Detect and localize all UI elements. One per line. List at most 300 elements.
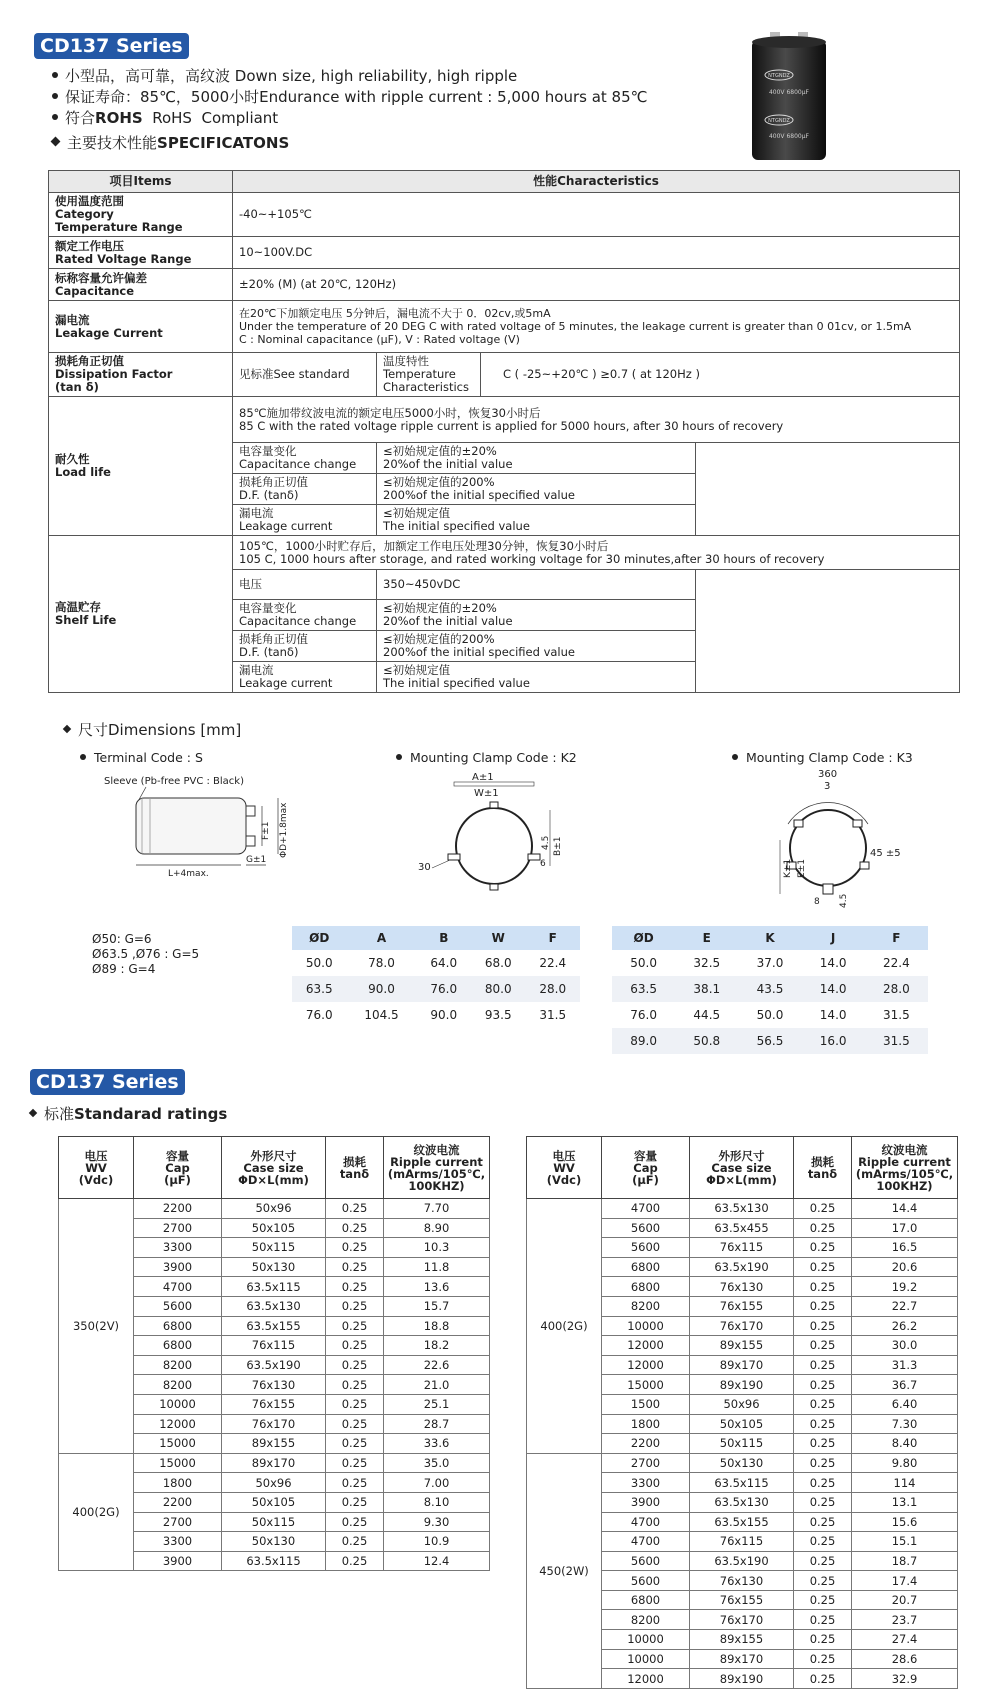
rating-case-cell: 89x155 xyxy=(690,1336,794,1356)
capacitor-label-bottom: 400V 6800μF xyxy=(768,133,810,140)
ratings-table-left xyxy=(58,1136,490,1571)
bullet-dot-icon xyxy=(52,93,58,99)
rating-cap-cell: 10000 xyxy=(134,1394,222,1414)
rating-case-cell: 76x155 xyxy=(690,1296,794,1316)
rating-ripple-cell: 28.7 xyxy=(384,1414,490,1434)
rating-ripple-cell: 33.6 xyxy=(384,1434,490,1454)
rating-case-cell: 63.5x130 xyxy=(222,1296,326,1316)
rating-tan-cell: 0.25 xyxy=(326,1532,384,1552)
load-life-value: ≤初始规定值的200% 200%of the initial specified value xyxy=(377,474,696,505)
dim-header: F xyxy=(525,926,580,950)
rating-ripple-cell: 17.4 xyxy=(852,1571,958,1591)
diamond-bullet-icon xyxy=(29,1108,37,1116)
rating-tan-cell: 0.25 xyxy=(326,1336,384,1356)
rating-ripple-cell: 7.70 xyxy=(384,1199,490,1219)
rating-case-cell: 63.5x190 xyxy=(690,1551,794,1571)
rating-tan-cell: 0.25 xyxy=(794,1199,852,1219)
rating-ripple-cell: 23.7 xyxy=(852,1610,958,1630)
rating-case-cell: 76x155 xyxy=(690,1590,794,1610)
value-df-temp: C ( -25~+20℃ ) ≥0.7 ( at 120Hz ) xyxy=(481,353,960,397)
rating-cap-cell: 2700 xyxy=(602,1453,690,1473)
rating-tan-cell: 0.25 xyxy=(326,1355,384,1375)
rating-cap-cell: 1800 xyxy=(602,1414,690,1434)
rating-row xyxy=(59,1453,490,1473)
item-dissipation: 损耗角正切值 Dissipation Factor (tan δ) xyxy=(49,353,233,397)
rating-case-cell: 76x130 xyxy=(690,1277,794,1297)
feature-bullet-2 xyxy=(52,87,648,107)
bullet-dot-icon xyxy=(732,754,738,760)
clamp-k2-drawing xyxy=(410,770,580,910)
value-capacitance: ±20% (M) (at 20℃, 120Hz) xyxy=(233,269,960,301)
rating-cap-cell: 10000 xyxy=(602,1630,690,1650)
header-ripple: 纹波电流 Ripple current (mArms/105℃, 100KHZ) xyxy=(852,1137,958,1199)
rating-case-cell: 63.5x115 xyxy=(222,1551,326,1571)
feature-bullet-3 xyxy=(52,108,278,128)
bullet-dot-icon xyxy=(396,754,402,760)
rating-ripple-cell: 22.7 xyxy=(852,1296,958,1316)
rating-cap-cell: 15000 xyxy=(134,1453,222,1473)
rating-tan-cell: 0.25 xyxy=(794,1355,852,1375)
rating-ripple-cell: 114 xyxy=(852,1473,958,1493)
rating-cap-cell: 6800 xyxy=(134,1316,222,1336)
rating-cap-cell: 5600 xyxy=(602,1238,690,1258)
rating-case-cell: 76x170 xyxy=(222,1414,326,1434)
item-load-life: 耐久性 Load life xyxy=(49,397,233,536)
header-wv: 电压 WV (Vdc) xyxy=(527,1137,602,1199)
rating-cap-cell: 4700 xyxy=(602,1532,690,1552)
rating-case-cell: 50x130 xyxy=(690,1453,794,1473)
rating-case-cell: 63.5x190 xyxy=(222,1355,326,1375)
feature-text: 小型品，高可靠，高纹波 Down size, high reliability, high ripple xyxy=(65,67,518,85)
rating-ripple-cell: 30.0 xyxy=(852,1336,958,1356)
load-life-desc: 85℃施加带纹波电流的额定电压5000小时，恢复30小时后 85 C with the rated voltage ripple current is applied for 5000 hours, after 30 hours of recovery xyxy=(233,397,960,443)
value-df-standard: 见标准See standard xyxy=(233,353,377,397)
rating-tan-cell: 0.25 xyxy=(326,1296,384,1316)
clamp-k2-label: Mounting Clamp Code : K2 xyxy=(396,750,577,765)
capacitor-brand: NTGNDZ xyxy=(768,73,790,79)
rating-tan-cell: 0.25 xyxy=(326,1375,384,1395)
dim-row: 76.0 44.5 50.0 14.0 31.5 xyxy=(630,1008,910,1022)
bullet-dot-icon xyxy=(80,754,86,760)
rating-row xyxy=(59,1199,490,1219)
shelf-life-value: ≤初始规定值 The initial specified value xyxy=(377,662,696,693)
header-ripple: 纹波电流 Ripple current (mArms/105℃, 100KHZ) xyxy=(384,1137,490,1199)
value-df-temp-label: 温度特性 Temperature Characteristics xyxy=(377,353,481,397)
rating-tan-cell: 0.25 xyxy=(794,1551,852,1571)
rating-tan-cell: 0.25 xyxy=(794,1532,852,1552)
rating-ripple-cell: 10.3 xyxy=(384,1238,490,1258)
rating-ripple-cell: 16.5 xyxy=(852,1238,958,1258)
rating-case-cell: 76x170 xyxy=(690,1316,794,1336)
rating-tan-cell: 0.25 xyxy=(794,1610,852,1630)
item-voltage: 额定工作电压 Rated Voltage Range xyxy=(49,237,233,269)
rating-ripple-cell: 13.1 xyxy=(852,1492,958,1512)
load-life-item: 损耗角正切值 D.F. (tanδ) xyxy=(233,474,377,505)
rating-tan-cell: 0.25 xyxy=(794,1336,852,1356)
rating-cap-cell: 12000 xyxy=(134,1414,222,1434)
bullet-dot-icon xyxy=(52,114,58,120)
k3-k-label: K±1 xyxy=(783,858,793,878)
dim-row: 50.0 32.5 37.0 14.0 22.4 xyxy=(630,956,910,970)
rating-case-cell: 89x190 xyxy=(690,1669,794,1689)
item-shelf-life: 高温贮存 Shelf Life xyxy=(49,536,233,693)
rating-cap-cell: 10000 xyxy=(602,1316,690,1336)
rating-case-cell: 76x115 xyxy=(222,1336,326,1356)
shelf-life-item: 损耗角正切值 D.F. (tanδ) xyxy=(233,631,377,662)
rating-ripple-cell: 18.2 xyxy=(384,1336,490,1356)
dimensions-heading: 尺寸Dimensions [mm] xyxy=(64,719,241,740)
rating-tan-cell: 0.25 xyxy=(326,1473,384,1493)
rating-tan-cell: 0.25 xyxy=(794,1414,852,1434)
rating-tan-cell: 0.25 xyxy=(794,1473,852,1493)
k3-45-label: 4.5 xyxy=(839,893,849,908)
rating-cap-cell: 3900 xyxy=(602,1492,690,1512)
rating-tan-cell: 0.25 xyxy=(326,1238,384,1258)
k2-a-label: A±1 xyxy=(472,772,494,783)
dim-row: 50.0 78.0 64.0 68.0 22.4 xyxy=(305,956,567,970)
rating-case-cell: 63.5x155 xyxy=(222,1316,326,1336)
feature-text: 保证寿命：85℃，5000小时Endurance with ripple current : 5,000 hours at 85℃ xyxy=(65,88,648,106)
rating-tan-cell: 0.25 xyxy=(326,1551,384,1571)
rating-tan-cell: 0.25 xyxy=(794,1649,852,1669)
rating-cap-cell: 15000 xyxy=(134,1434,222,1454)
rating-cap-cell: 6800 xyxy=(602,1590,690,1610)
rating-case-cell: 63.5x155 xyxy=(690,1512,794,1532)
sleeve-label: Sleeve (Pb-free PVC : Black) xyxy=(104,776,244,787)
rating-cap-cell: 5600 xyxy=(134,1296,222,1316)
rating-cap-cell: 3300 xyxy=(134,1238,222,1258)
rating-cap-cell: 4700 xyxy=(134,1277,222,1297)
rating-case-cell: 63.5x130 xyxy=(690,1492,794,1512)
rating-tan-cell: 0.25 xyxy=(326,1277,384,1297)
rating-case-cell: 76x170 xyxy=(690,1610,794,1630)
rating-wv-cell: 350(2V) xyxy=(59,1199,134,1454)
rating-cap-cell: 1500 xyxy=(602,1394,690,1414)
k2-w-label: W±1 xyxy=(474,788,499,799)
rating-ripple-cell: 21.0 xyxy=(384,1375,490,1395)
dim-header: W xyxy=(471,926,525,950)
capacitor-brand-2: NTGNDZ xyxy=(768,118,790,124)
rating-cap-cell: 4700 xyxy=(602,1512,690,1532)
ratings-series-badge: CD137 Series xyxy=(30,1069,185,1095)
rating-cap-cell: 6800 xyxy=(134,1336,222,1356)
load-life-value: ≤初始规定值的±20% 20%of the initial value xyxy=(377,443,696,474)
header-tan: 损耗 tanδ xyxy=(326,1137,384,1199)
shelf-life-value: ≤初始规定值的±20% 20%of the initial value xyxy=(377,600,696,631)
rating-cap-cell: 12000 xyxy=(602,1355,690,1375)
dim-row: 76.0 104.5 90.0 93.5 31.5 xyxy=(305,1008,567,1022)
rating-ripple-cell: 36.7 xyxy=(852,1375,958,1395)
ratings-table-right xyxy=(526,1136,958,1689)
rating-cap-cell: 10000 xyxy=(602,1649,690,1669)
header-tan: 损耗 tanδ xyxy=(794,1137,852,1199)
k2-b-label: B±1 xyxy=(553,836,563,856)
dim-row: 63.5 38.1 43.5 14.0 28.0 xyxy=(612,976,928,1002)
rating-tan-cell: 0.25 xyxy=(794,1590,852,1610)
rating-case-cell: 76x155 xyxy=(222,1394,326,1414)
spec-heading-bold: SPECIFICATONS xyxy=(157,134,290,152)
rating-case-cell: 50x115 xyxy=(222,1238,326,1258)
dim-header: K xyxy=(738,926,801,950)
rating-cap-cell: 8200 xyxy=(134,1375,222,1395)
rating-case-cell: 76x115 xyxy=(690,1532,794,1552)
rating-case-cell: 76x130 xyxy=(690,1571,794,1591)
rating-ripple-cell: 26.2 xyxy=(852,1316,958,1336)
rating-ripple-cell: 15.6 xyxy=(852,1512,958,1532)
rating-ripple-cell: 9.80 xyxy=(852,1453,958,1473)
rating-row xyxy=(527,1199,958,1219)
rating-case-cell: 50x115 xyxy=(690,1434,794,1454)
k3-e-label: E±1 xyxy=(797,859,807,878)
rating-ripple-cell: 19.2 xyxy=(852,1277,958,1297)
shelf-life-volt-label: 电压 xyxy=(233,570,377,600)
rating-ripple-cell: 8.10 xyxy=(384,1492,490,1512)
rating-cap-cell: 3900 xyxy=(134,1257,222,1277)
rating-ripple-cell: 18.8 xyxy=(384,1316,490,1336)
s-g-label: G±1 xyxy=(246,855,267,865)
rating-cap-cell: 5600 xyxy=(602,1571,690,1591)
dim-row: 89.0 50.8 56.5 16.0 31.5 xyxy=(612,1028,928,1054)
rating-tan-cell: 0.25 xyxy=(794,1296,852,1316)
rating-tan-cell: 0.25 xyxy=(794,1434,852,1454)
k3-8-label: 8 xyxy=(814,897,820,907)
ratings-right-body xyxy=(527,1199,958,1689)
rating-tan-cell: 0.25 xyxy=(794,1238,852,1258)
rating-tan-cell: 0.25 xyxy=(794,1492,852,1512)
rating-case-cell: 50x96 xyxy=(222,1199,326,1219)
rating-ripple-cell: 35.0 xyxy=(384,1453,490,1473)
rating-ripple-cell: 25.1 xyxy=(384,1394,490,1414)
rating-case-cell: 50x105 xyxy=(690,1414,794,1434)
rating-cap-cell: 6800 xyxy=(602,1257,690,1277)
col-header-characteristics: 性能Characteristics xyxy=(233,171,960,193)
rating-ripple-cell: 15.1 xyxy=(852,1532,958,1552)
rohs-prefix: 符合 xyxy=(65,109,96,127)
rating-cap-cell: 2700 xyxy=(134,1512,222,1532)
rating-case-cell: 89x170 xyxy=(222,1453,326,1473)
rating-tan-cell: 0.25 xyxy=(326,1218,384,1238)
rating-tan-cell: 0.25 xyxy=(794,1453,852,1473)
rating-tan-cell: 0.25 xyxy=(326,1394,384,1414)
rating-ripple-cell: 7.30 xyxy=(852,1414,958,1434)
rating-ripple-cell: 17.0 xyxy=(852,1218,958,1238)
item-capacitance: 标称容量允许偏差 Capacitance xyxy=(49,269,233,301)
shelf-life-item: 电容量变化 Capacitance change xyxy=(233,600,377,631)
rating-wv-cell: 400(2G) xyxy=(59,1453,134,1571)
rating-cap-cell: 12000 xyxy=(602,1669,690,1689)
rating-cap-cell: 8200 xyxy=(602,1610,690,1630)
g-note: Ø50: G=6 xyxy=(92,932,152,946)
s-d-label: ΦD+1.8max xyxy=(279,802,289,858)
rating-ripple-cell: 10.9 xyxy=(384,1532,490,1552)
rating-ripple-cell: 13.6 xyxy=(384,1277,490,1297)
rating-cap-cell: 12000 xyxy=(602,1336,690,1356)
rohs-text: RoHS Compliant xyxy=(142,109,279,127)
rating-cap-cell: 2200 xyxy=(602,1434,690,1454)
rating-cap-cell: 6800 xyxy=(602,1277,690,1297)
item-temperature: 使用温度范围 Category Temperature Range xyxy=(49,193,233,237)
col-header-items: 项目Items xyxy=(49,171,233,193)
rating-case-cell: 50x96 xyxy=(690,1394,794,1414)
rating-cap-cell: 3900 xyxy=(134,1551,222,1571)
rating-wv-cell: 400(2G) xyxy=(527,1199,602,1454)
k2-6-label: 6 xyxy=(540,859,546,869)
rating-ripple-cell: 20.7 xyxy=(852,1590,958,1610)
rating-tan-cell: 0.25 xyxy=(794,1394,852,1414)
rating-tan-cell: 0.25 xyxy=(794,1257,852,1277)
diamond-bullet-icon xyxy=(63,724,71,732)
rating-ripple-cell: 9.30 xyxy=(384,1512,490,1532)
rating-cap-cell: 3300 xyxy=(134,1532,222,1552)
rating-cap-cell: 15000 xyxy=(602,1375,690,1395)
dim-header: ØD xyxy=(292,926,346,950)
rating-case-cell: 63.5x455 xyxy=(690,1218,794,1238)
rating-cap-cell: 5600 xyxy=(602,1551,690,1571)
dim-header: B xyxy=(417,926,471,950)
k2-45-label: 4.5 xyxy=(541,835,551,850)
rating-tan-cell: 0.25 xyxy=(326,1453,384,1473)
rating-ripple-cell: 28.6 xyxy=(852,1649,958,1669)
rating-cap-cell: 1800 xyxy=(134,1473,222,1493)
rating-ripple-cell: 7.00 xyxy=(384,1473,490,1493)
rating-case-cell: 63.5x130 xyxy=(690,1199,794,1219)
rating-tan-cell: 0.25 xyxy=(326,1512,384,1532)
shelf-life-desc: 105℃，1000小时贮存后，加额定工作电压处理30分钟，恢复30小时后 105 C, 1000 hours after storage, and rated working voltage for 30 minutes,after 30 hours of recovery xyxy=(233,536,960,570)
rating-case-cell: 50x115 xyxy=(222,1512,326,1532)
rating-cap-cell: 3300 xyxy=(602,1473,690,1493)
rating-cap-cell: 2200 xyxy=(134,1492,222,1512)
load-life-item: 漏电流 Leakage current xyxy=(233,505,377,536)
shelf-life-item: 漏电流 Leakage current xyxy=(233,662,377,693)
rating-case-cell: 76x115 xyxy=(690,1238,794,1258)
rating-ripple-cell: 22.6 xyxy=(384,1355,490,1375)
rating-tan-cell: 0.25 xyxy=(326,1257,384,1277)
rating-cap-cell: 8200 xyxy=(602,1296,690,1316)
rating-cap-cell: 2200 xyxy=(134,1199,222,1219)
feature-bullet-1 xyxy=(52,66,517,86)
dim-row: 63.5 90.0 76.0 80.0 28.0 xyxy=(292,976,580,1002)
k3-3-label: 3 xyxy=(824,781,831,792)
load-life-item: 电容量变化 Capacitance change xyxy=(233,443,377,474)
k3-angle-label: 45 ±5 xyxy=(870,848,901,859)
rating-case-cell: 50x130 xyxy=(222,1532,326,1552)
shelf-life-blank xyxy=(696,570,960,693)
series-title-badge: CD137 Series xyxy=(34,33,189,59)
terminal-s-drawing xyxy=(96,770,306,880)
rating-tan-cell: 0.25 xyxy=(794,1375,852,1395)
dimensions-table-a-b-w xyxy=(292,926,580,1028)
rating-ripple-cell: 8.90 xyxy=(384,1218,490,1238)
rating-tan-cell: 0.25 xyxy=(794,1571,852,1591)
bullet-dot-icon xyxy=(52,72,58,78)
rating-ripple-cell: 8.40 xyxy=(852,1434,958,1454)
rating-cap-cell: 2700 xyxy=(134,1218,222,1238)
rating-ripple-cell: 6.40 xyxy=(852,1394,958,1414)
item-leakage: 漏电流 Leakage Current xyxy=(49,301,233,353)
clamp-k3-drawing xyxy=(760,766,930,911)
rating-case-cell: 50x105 xyxy=(222,1218,326,1238)
rating-tan-cell: 0.25 xyxy=(794,1277,852,1297)
k2-30-label: 30 xyxy=(418,862,431,873)
clamp-k3-label: Mounting Clamp Code : K3 xyxy=(732,750,913,765)
k3-360-label: 360 xyxy=(818,769,838,780)
rating-ripple-cell: 27.4 xyxy=(852,1630,958,1650)
rating-case-cell: 89x190 xyxy=(690,1375,794,1395)
s-f-label: F±1 xyxy=(261,821,271,840)
rating-case-cell: 89x155 xyxy=(222,1434,326,1454)
g-notes xyxy=(92,932,199,977)
rating-tan-cell: 0.25 xyxy=(794,1669,852,1689)
rating-cap-cell: 5600 xyxy=(602,1218,690,1238)
rating-case-cell: 89x155 xyxy=(690,1630,794,1650)
rating-tan-cell: 0.25 xyxy=(326,1199,384,1219)
rating-ripple-cell: 15.7 xyxy=(384,1296,490,1316)
rating-tan-cell: 0.25 xyxy=(794,1218,852,1238)
rating-case-cell: 89x170 xyxy=(690,1355,794,1375)
load-life-blank xyxy=(696,443,960,536)
rating-cap-cell: 8200 xyxy=(134,1355,222,1375)
header-case: 外形尺寸 Case size ΦD×L(mm) xyxy=(222,1137,326,1199)
rating-tan-cell: 0.25 xyxy=(326,1492,384,1512)
rating-case-cell: 63.5x115 xyxy=(222,1277,326,1297)
value-temperature: -40~+105℃ xyxy=(233,193,960,237)
ratings-left-body xyxy=(59,1199,490,1571)
g-note: Ø63.5 ,Ø76 : G=5 xyxy=(92,947,200,961)
dimensions-table-e-k-j xyxy=(612,926,928,1054)
dim-header: A xyxy=(346,926,416,950)
load-life-value: ≤初始规定值 The initial specified value xyxy=(377,505,696,536)
terminal-code-s-label: Terminal Code : S xyxy=(80,750,203,765)
rating-case-cell: 50x130 xyxy=(222,1257,326,1277)
dim-header: J xyxy=(802,926,865,950)
rating-ripple-cell: 31.3 xyxy=(852,1355,958,1375)
rating-row xyxy=(527,1453,958,1473)
dim-header: ØD xyxy=(612,926,675,950)
value-leakage: 在20℃下加额定电压 5分钟后，漏电流不大于 0．02cv,或5mA Under the temperature of 20 DEG C with rated voltage of 5 minutes, the leakage current is greater than 0 01cv, or 1.5mA C : Nominal capacitance (μF), V : Rated voltage (V) xyxy=(233,301,960,353)
s-length-label: L+4max. xyxy=(168,869,209,879)
rating-wv-cell: 450(2W) xyxy=(527,1453,602,1688)
rohs-bold: ROHS xyxy=(95,109,143,127)
spec-heading xyxy=(52,133,289,153)
rating-cap-cell: 4700 xyxy=(602,1199,690,1219)
rating-case-cell: 50x96 xyxy=(222,1473,326,1493)
rating-tan-cell: 0.25 xyxy=(326,1434,384,1454)
rating-tan-cell: 0.25 xyxy=(794,1630,852,1650)
header-cap: 容量 Cap (μF) xyxy=(134,1137,222,1199)
rating-case-cell: 76x130 xyxy=(222,1375,326,1395)
g-note: Ø89 : G=4 xyxy=(92,962,156,976)
shelf-life-volt-value: 350~450vDC xyxy=(377,570,696,600)
value-voltage: 10~100V.DC xyxy=(233,237,960,269)
rating-tan-cell: 0.25 xyxy=(794,1316,852,1336)
specifications-table xyxy=(48,170,960,693)
header-case: 外形尺寸 Case size ΦD×L(mm) xyxy=(690,1137,794,1199)
shelf-life-value: ≤初始规定值的200% 200%of the initial specified value xyxy=(377,631,696,662)
spec-heading-prefix: 主要技术性能 xyxy=(67,134,158,152)
ratings-heading: 标准Standarad ratings xyxy=(30,1104,227,1124)
dim-header: F xyxy=(865,926,928,950)
capacitor-product-image xyxy=(748,28,830,162)
diamond-bullet-icon xyxy=(51,137,61,147)
rating-case-cell: 89x170 xyxy=(690,1649,794,1669)
rating-tan-cell: 0.25 xyxy=(326,1414,384,1434)
rating-case-cell: 63.5x115 xyxy=(690,1473,794,1493)
rating-ripple-cell: 20.6 xyxy=(852,1257,958,1277)
dim-header: E xyxy=(675,926,738,950)
header-wv: 电压 WV (Vdc) xyxy=(59,1137,134,1199)
rating-tan-cell: 0.25 xyxy=(326,1316,384,1336)
rating-ripple-cell: 12.4 xyxy=(384,1551,490,1571)
